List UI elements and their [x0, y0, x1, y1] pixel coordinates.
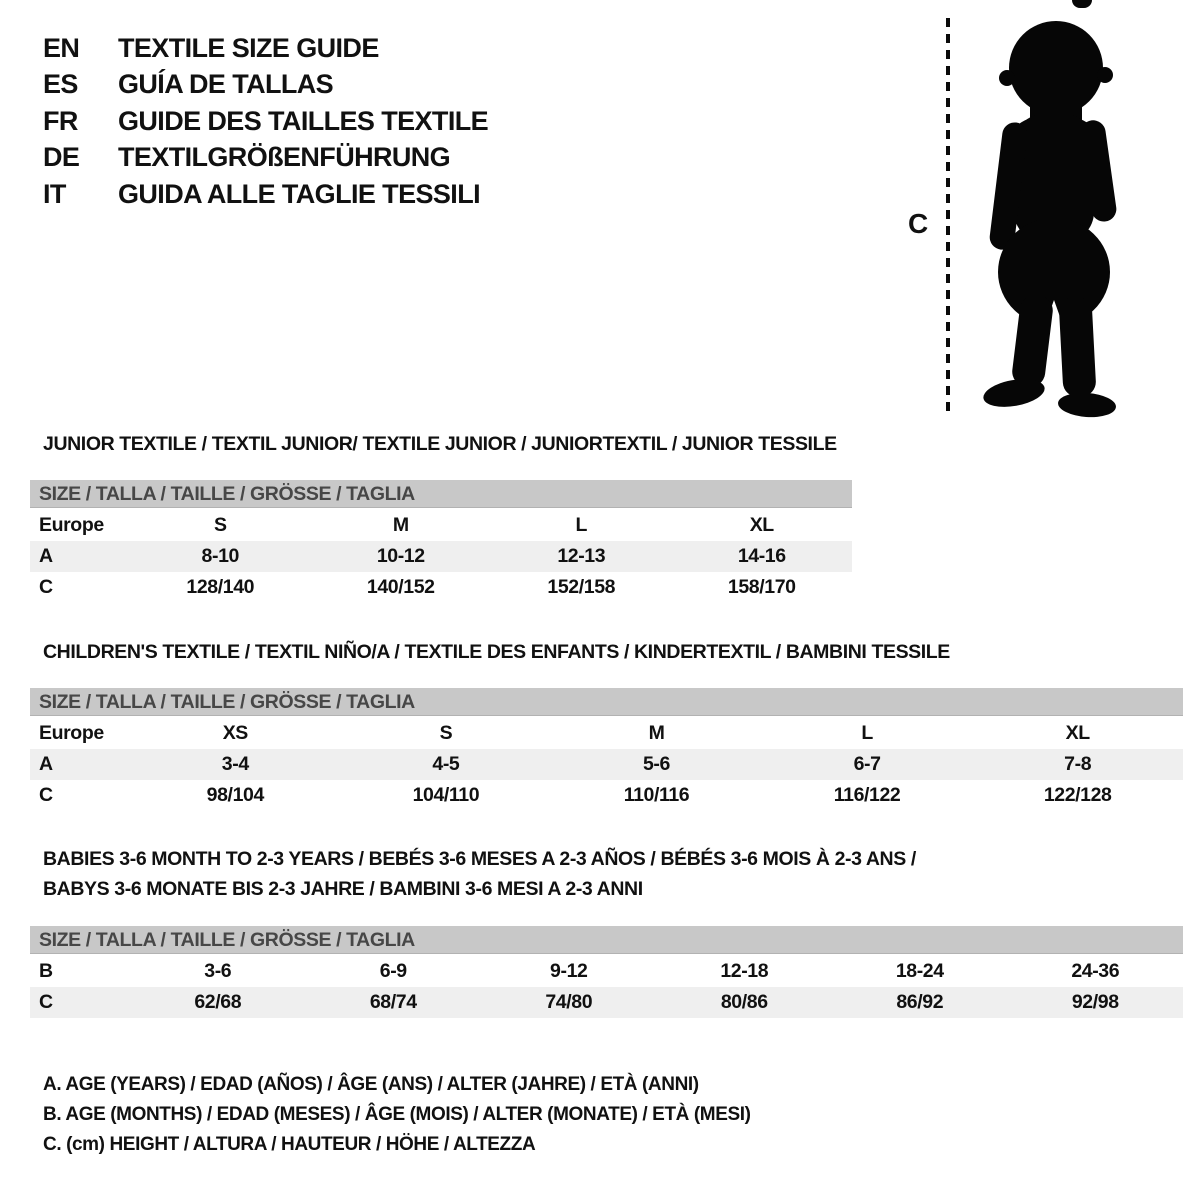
language-row	[43, 67, 488, 104]
language-code: DE	[43, 142, 80, 173]
size-value: M	[392, 514, 409, 536]
size-value: 80/86	[720, 991, 768, 1013]
guide-title: TEXTILE SIZE GUIDE	[118, 32, 379, 63]
footnotes	[43, 1070, 751, 1160]
children-size-header-bar: SIZE / TALLA / TAILLE / GRÖSSE / TAGLIA	[30, 688, 1183, 716]
babies-size-table	[30, 956, 1183, 1018]
size-value: 68/74	[369, 991, 417, 1013]
table-row	[30, 987, 1183, 1018]
table-row	[30, 718, 1183, 749]
row-label: B	[39, 960, 53, 982]
footnote-b-age-months: B. AGE (MONTHS) / EDAD (MESES) / ÂGE (MOIS) / ALTER (MONATE) / ETÀ (MESI)	[43, 1104, 751, 1125]
size-value: L	[861, 722, 873, 744]
junior-size-header-bar: SIZE / TALLA / TAILLE / GRÖSSE / TAGLIA	[30, 480, 852, 508]
guide-title: GUIDA ALLE TAGLIE TESSILI	[118, 178, 480, 209]
size-value: 86/92	[896, 991, 944, 1013]
guide-title: GUIDE DES TAILLES TEXTILE	[118, 105, 489, 136]
size-value: 152/158	[547, 576, 616, 598]
size-value: XS	[222, 722, 248, 744]
table-row	[30, 572, 852, 603]
row-label: C	[39, 784, 53, 806]
row-label: C	[39, 991, 53, 1013]
table-row	[30, 956, 1183, 987]
language-code: ES	[43, 69, 78, 100]
size-value: 128/140	[186, 576, 255, 598]
size-value: 122/128	[1043, 784, 1112, 806]
language-row	[43, 103, 488, 140]
size-value: XL	[1065, 722, 1090, 744]
language-row	[43, 30, 488, 67]
size-value: 140/152	[366, 576, 435, 598]
children-section-title: CHILDREN'S TEXTILE / TEXTIL NIÑO/A / TEXTILE DES ENFANTS / KINDERTEXTIL / BAMBINI TESSILE	[43, 641, 950, 663]
junior-section-title: JUNIOR TEXTILE / TEXTIL JUNIOR/ TEXTILE JUNIOR / JUNIORTEXTIL / JUNIOR TESSILE	[43, 433, 837, 455]
language-row	[43, 140, 488, 177]
size-value: S	[439, 722, 453, 744]
babies-size-header-bar: SIZE / TALLA / TAILLE / GRÖSSE / TAGLIA	[30, 926, 1183, 954]
babies-section-title-line2: BABYS 3-6 MONATE BIS 2-3 JAHRE / BAMBINI 3-6 MESI A 2-3 ANNI	[43, 878, 643, 900]
size-value: 116/122	[833, 784, 901, 806]
size-value: S	[213, 514, 227, 536]
footnote-c-height-cm: C. (cm) HEIGHT / ALTURA / HAUTEUR / HÖHE / ALTEZZA	[43, 1134, 536, 1155]
size-value: 98/104	[206, 784, 264, 806]
table-row	[30, 510, 852, 541]
table-row	[30, 541, 852, 572]
children-size-table	[30, 718, 1183, 811]
size-value: 18-24	[895, 960, 944, 982]
footnote-a-age-years: A. AGE (YEARS) / EDAD (AÑOS) / ÂGE (ANS) / ALTER (JAHRE) / ETÀ (ANNI)	[43, 1074, 699, 1095]
size-value: 158/170	[727, 576, 796, 598]
image-crop-artifact	[1072, 0, 1092, 8]
junior-size-table	[30, 510, 852, 603]
size-value: 92/98	[1071, 991, 1119, 1013]
size-value: 8-10	[201, 545, 239, 567]
size-value: 14-16	[737, 545, 786, 567]
language-code: IT	[43, 178, 66, 209]
language-row	[43, 176, 488, 213]
size-value: 104/110	[412, 784, 480, 806]
size-value: XL	[749, 514, 774, 536]
height-measure-label: C	[908, 208, 929, 239]
size-value: 3-4	[221, 753, 249, 775]
size-value: 3-6	[204, 960, 232, 982]
size-value: 24-36	[1071, 960, 1120, 982]
size-value: 12-18	[720, 960, 769, 982]
size-value: 4-5	[432, 753, 460, 775]
row-label: Europe	[39, 722, 104, 744]
row-label: Europe	[39, 514, 104, 536]
size-value: L	[575, 514, 587, 536]
height-measure-dashed-line	[946, 18, 950, 418]
size-value: 5-6	[642, 753, 670, 775]
row-label: A	[39, 545, 53, 567]
size-value: 74/80	[545, 991, 593, 1013]
guide-title: TEXTILGRÖßENFÜHRUNG	[118, 142, 451, 173]
language-code: EN	[43, 32, 80, 63]
table-row	[30, 749, 1183, 780]
table-row	[30, 780, 1183, 811]
babies-section-title-line1: BABIES 3-6 MONTH TO 2-3 YEARS / BEBÉS 3-6 MESES A 2-3 AÑOS / BÉBÉS 3-6 MOIS À 2-3 ANS /	[43, 848, 916, 870]
size-value: 10-12	[376, 545, 425, 567]
size-value: 9-12	[550, 960, 588, 982]
size-value: 12-13	[557, 545, 606, 567]
row-label: A	[39, 753, 53, 775]
size-value: M	[648, 722, 665, 744]
size-value: 6-9	[379, 960, 407, 982]
size-value: 6-7	[853, 753, 881, 775]
guide-title: GUÍA DE TALLAS	[118, 69, 334, 100]
size-value: 110/116	[623, 784, 690, 806]
language-code: FR	[43, 105, 78, 136]
size-value: 7-8	[1064, 753, 1092, 775]
size-value: 62/68	[194, 991, 242, 1013]
language-title-list	[43, 30, 488, 213]
toddler-silhouette-icon	[966, 10, 1138, 420]
row-label: C	[39, 576, 53, 598]
